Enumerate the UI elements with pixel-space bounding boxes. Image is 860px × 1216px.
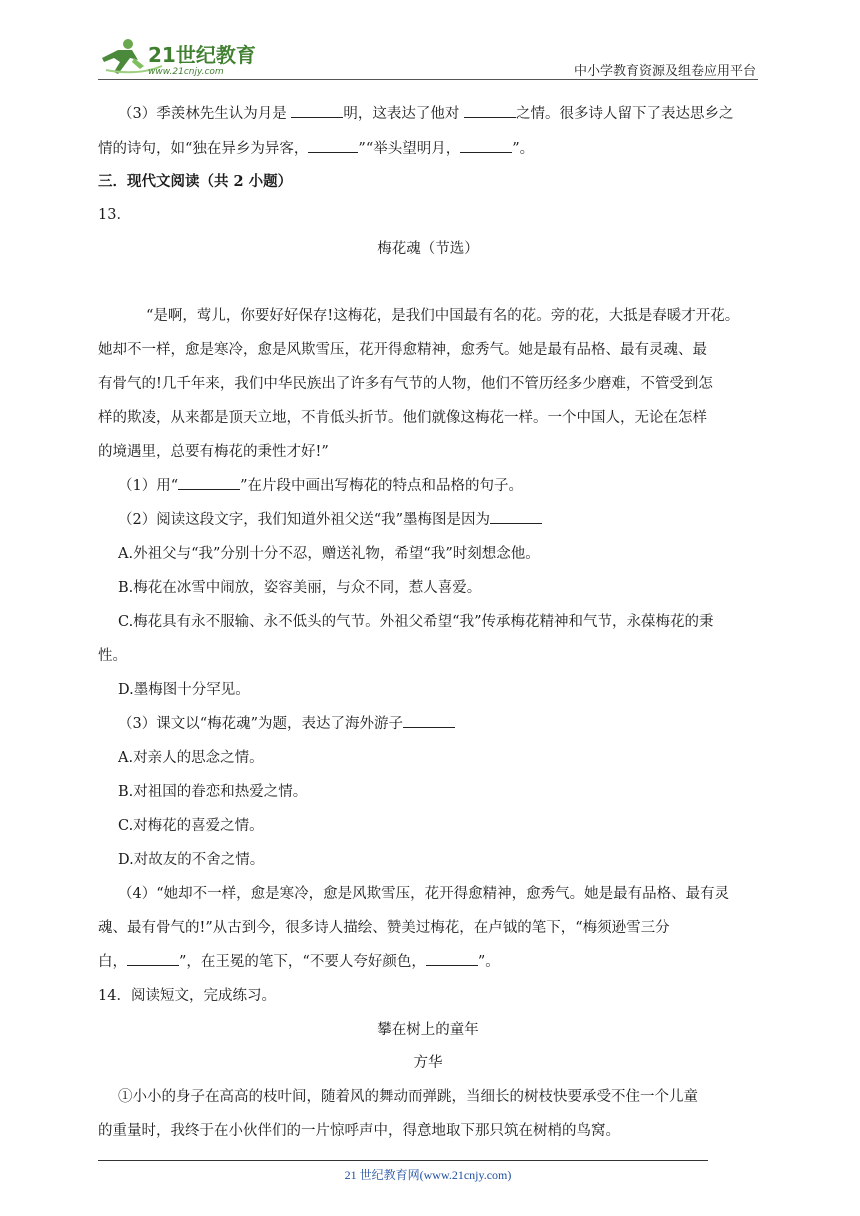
answer-blank[interactable]	[426, 952, 478, 966]
section-heading: 三．现代文阅读（共 2 小题）	[98, 173, 293, 190]
passage-line: 的重量时，我终于在小伙伴们的一片惊呼声中，得意地取下那只筑在树梢的鸟窝。	[98, 1123, 620, 1139]
answer-blank[interactable]	[178, 476, 240, 490]
q13-2: （2）阅读这段文字，我们知道外祖父送“我”墨梅图是因为	[118, 510, 542, 530]
answer-blank[interactable]	[308, 139, 358, 153]
answer-blank[interactable]	[127, 952, 179, 966]
answer-blank[interactable]	[460, 139, 512, 153]
option-b[interactable]: B.梅花在冰雪中闹放，姿容美丽，与众不同，惹人喜爱。	[118, 580, 482, 596]
platform-name: 中小学教育资源及组卷应用平台	[573, 64, 756, 79]
passage-line: 她却不一样，愈是寒冷，愈是风欺雪压，花开得愈精神，愈秀气。她是最有品格、最有灵魂、最	[98, 342, 707, 358]
option-a[interactable]: A.对亲人的思念之情。	[118, 750, 264, 766]
passage-line: “是啊，莺儿，你要好好保存!这梅花，是我们中国最有名的花。旁的花，大抵是春暖才开花。	[146, 308, 740, 324]
answer-blank[interactable]	[464, 104, 516, 118]
passage-line: 的境遇里，总要有梅花的秉性才好!”	[98, 444, 329, 460]
option-d[interactable]: D.对故友的不舍之情。	[118, 852, 265, 868]
option-d[interactable]: D.墨梅图十分罕见。	[118, 682, 250, 698]
footer-divider	[98, 1160, 708, 1161]
passage-line: ①小小的身子在高高的枝叶间，随着风的舞动而弹跳，当细长的树枝快要承受不住一个儿童	[118, 1089, 698, 1105]
option-a[interactable]: A.外祖父与“我”分别十分不忍，赠送礼物，希望“我”时刻想念他。	[118, 546, 540, 562]
logo-text: 21世纪教育	[148, 43, 256, 67]
answer-blank[interactable]	[490, 510, 542, 524]
logo-url: www.21cnjy.com	[148, 67, 224, 76]
passage-line: 样的欺凌，从来都是顶天立地，不肯低头折节。他们就像这梅花一样。一个中国人，无论在怎样	[98, 410, 707, 426]
passage-author: 方华	[413, 1055, 443, 1071]
passage-title: 梅花魂（节选）	[377, 241, 479, 257]
question-number: 13．	[98, 207, 131, 223]
option-c[interactable]: C.梅花具有永不服输、永不低头的气节。外祖父希望“我”传承梅花精神和气节，永葆梅花的秉	[118, 614, 714, 630]
question-number: 14．阅读短文，完成练习。	[98, 988, 276, 1004]
passage-title: 攀在树上的童年	[377, 1022, 479, 1038]
footer-link[interactable]: 21 世纪教育网(www.21cnjy.com)	[344, 1168, 512, 1182]
page-header	[98, 30, 758, 80]
runner-logo-icon	[98, 36, 258, 76]
q13-1: （1）用“ ”在片段中画出写梅花的特点和品格的句子。	[118, 478, 524, 494]
option-b[interactable]: B.对祖国的眷恋和热爱之情。	[118, 784, 308, 800]
header-divider	[98, 79, 758, 80]
q12-3-line1: （3）季羡林先生认为月是 明，这表达了他对 之情。很多诗人留下了表达思乡之	[118, 106, 734, 122]
site-logo[interactable]	[98, 36, 258, 76]
q12-3-line2: 情的诗句，如“独在异乡为异客， ”“举头望明月， ”。	[98, 141, 535, 157]
q13-4-line3: 白， ”，在王冕的笔下，“不要人夸好颜色， ”。	[98, 954, 500, 970]
option-c-cont: 性。	[98, 648, 127, 664]
option-c[interactable]: C.对梅花的喜爱之情。	[118, 818, 264, 834]
q13-4-line1: （4）“她却不一样，愈是寒冷，愈是风欺雪压，花开得愈精神，愈秀气。她是最有品格、最有灵	[118, 886, 730, 902]
q13-4-line2: 魂、最有骨气的!”从古到今，很多诗人描绘、赞美过梅花，在卢钺的笔下，“梅须逊雪三分	[98, 920, 670, 936]
q13-3: （3）课文以“梅花魂”为题，表达了海外游子	[118, 714, 455, 734]
answer-blank[interactable]	[291, 104, 343, 118]
answer-blank[interactable]	[403, 714, 455, 728]
passage-line: 有骨气的!几千年来，我们中华民族出了许多有气节的人物，他们不管历经多少磨难，不管受到怎	[98, 376, 713, 392]
